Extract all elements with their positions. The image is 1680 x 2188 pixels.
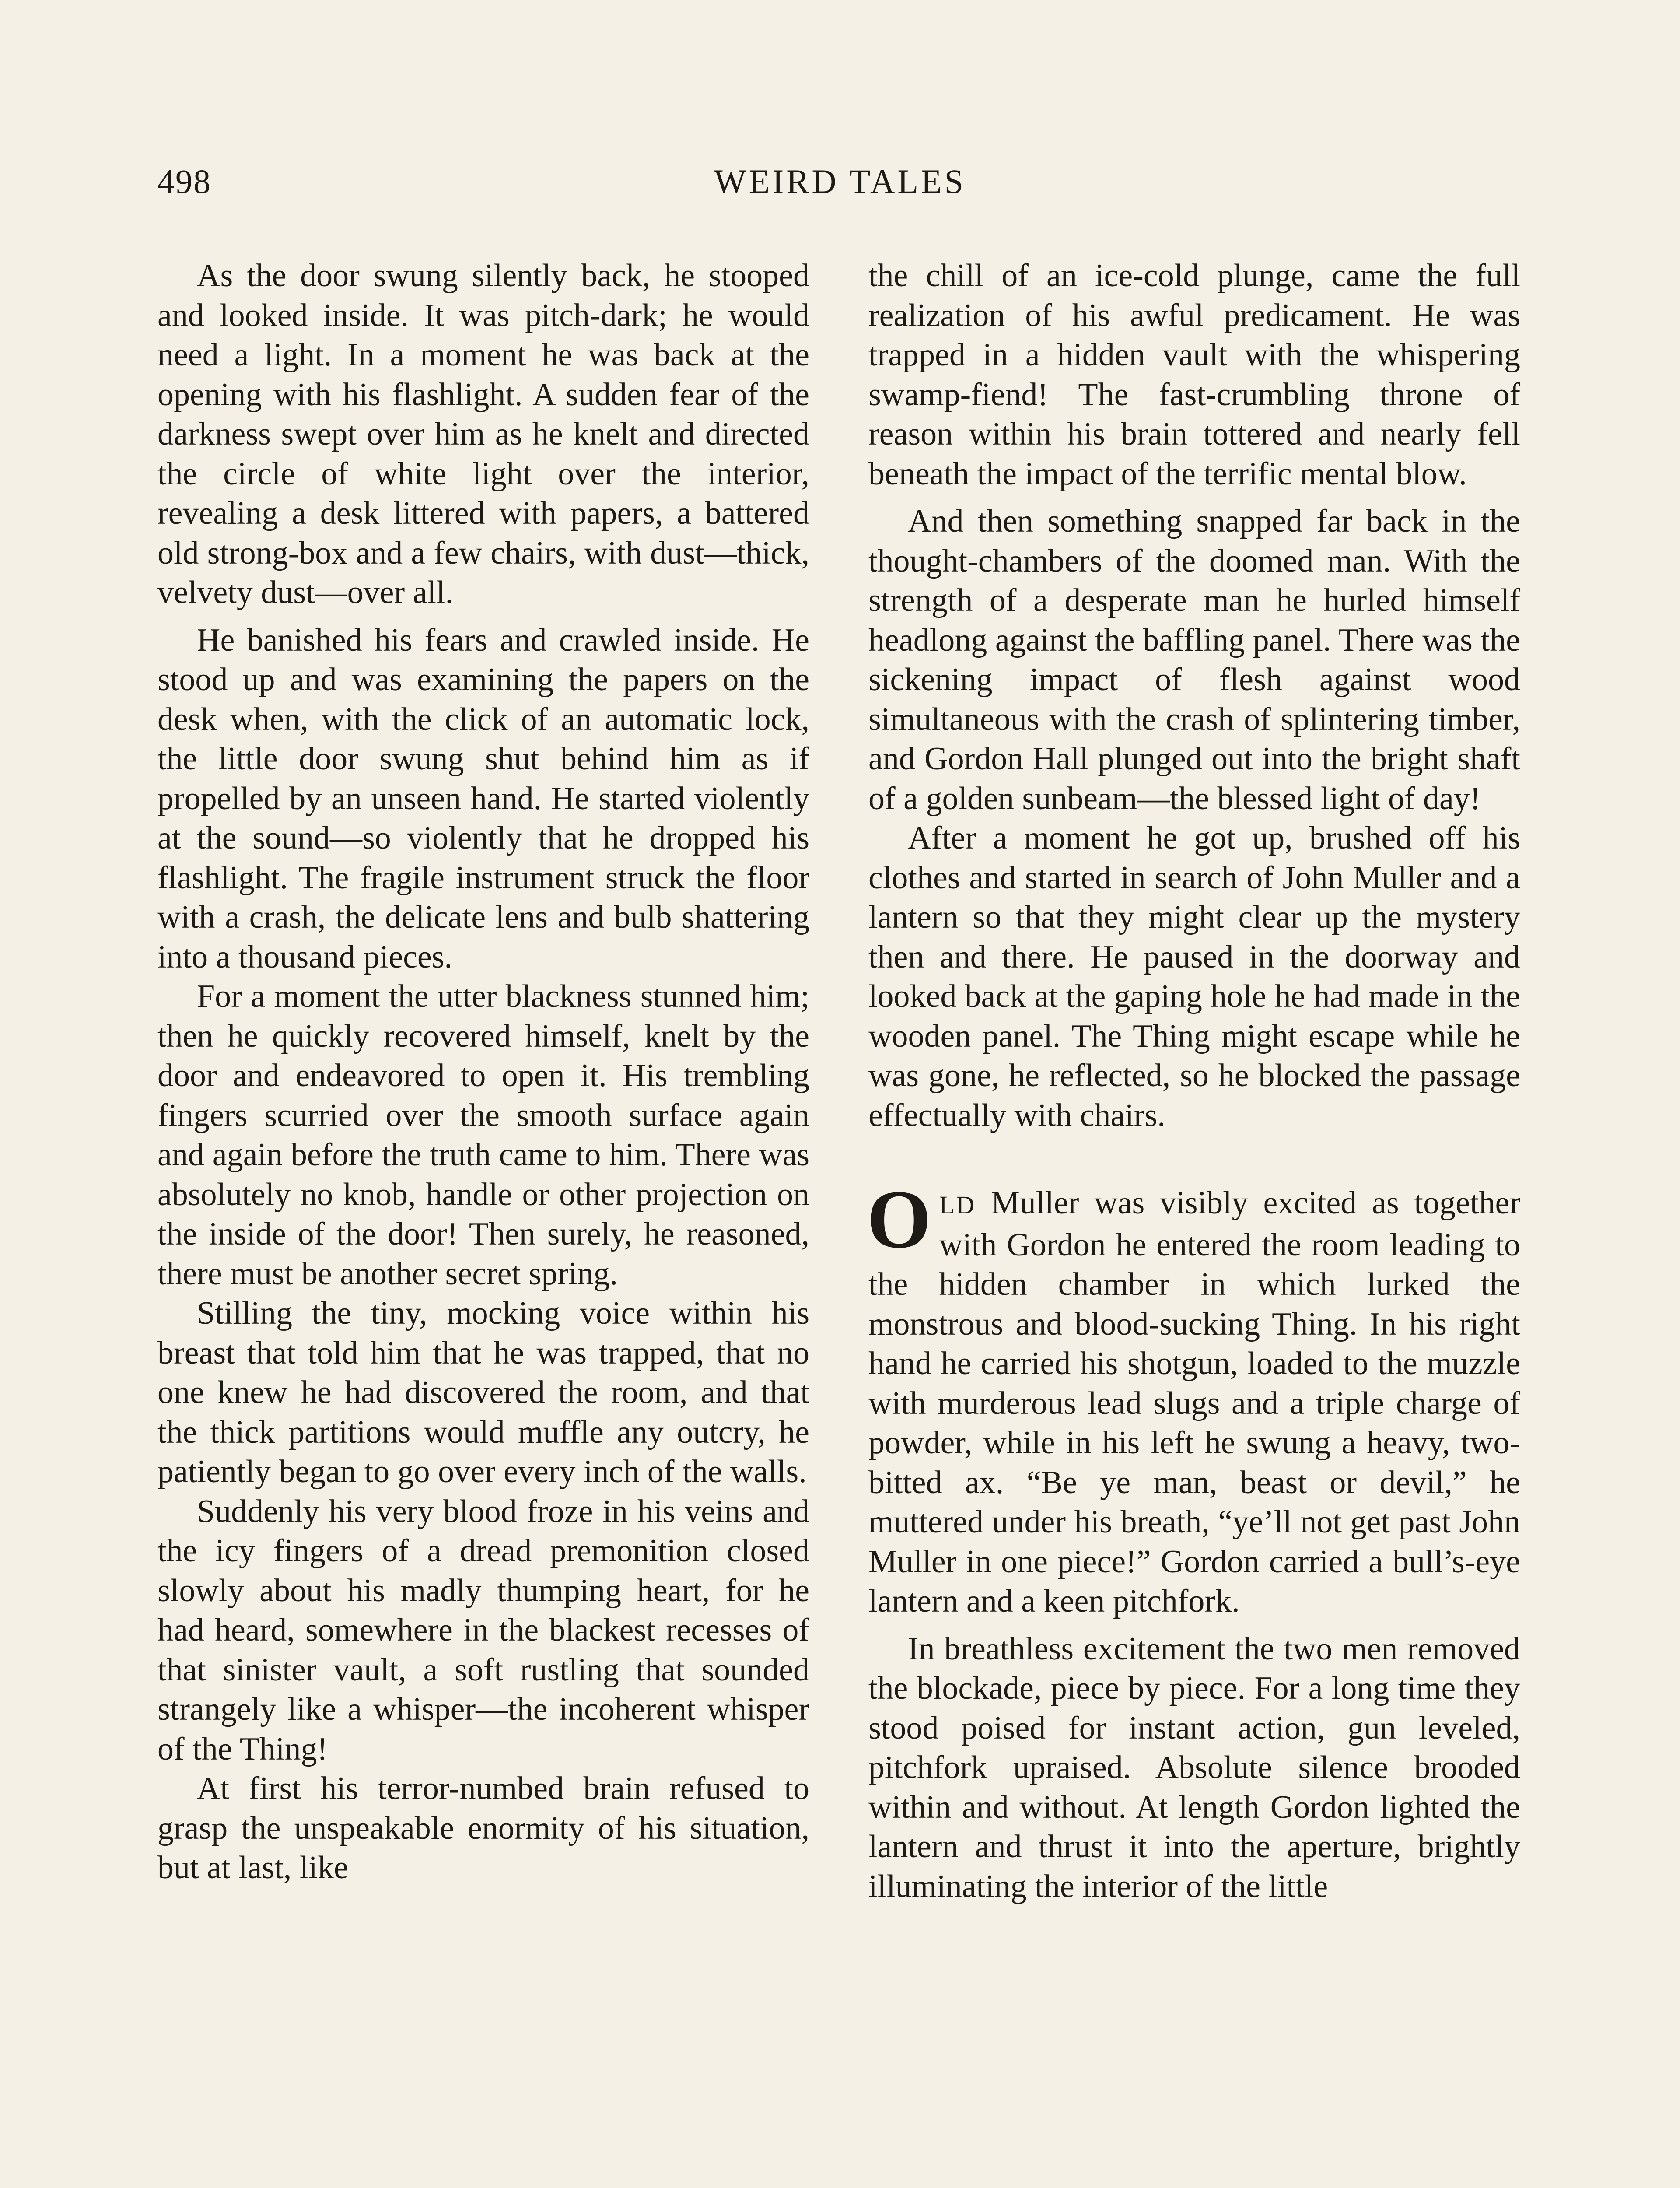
paragraph-text: Muller was visibly excited as together with Gordon he entered the room leading to the hidden chamber in which lurked the monstrous and blood-sucking Thing. In his right hand he carried his shotgun, loaded to the muzzle with murderous lead slugs and a triple charge of powder, while in his left he swung a heavy, two-bitted ax. “Be ye man, beast or devil,” he muttered under his breath, “ye’ll not get past John Muller in one piece!” Gordon carried a bull’s-eye lantern and a keen pitchfork. bbox=[868, 1185, 1520, 1619]
section-opening-paragraph bbox=[867, 1174, 1520, 1621]
paragraph: And then something snapped far back in the thought-chambers of the doomed man. With the strength of a desperate man he hurled himself headlong against the baffling panel. There was the sickening impact of flesh against wood simultaneous with the crash of splintering timber, and Gordon Hall plunged out into the bright shaft of a golden sunbeam—the blessed light of day! bbox=[868, 503, 1520, 817]
left-column bbox=[158, 256, 809, 1888]
paragraph: In breathless excitement the two men removed the blockade, piece by piece. For a long time they stood poised for instant action, gun leveled, pitchfork upraised. Absolute silence brooded within and without. At length Gordon lighted the lantern and thrust it into the aperture, brightly illuminating the interior of the little bbox=[868, 1630, 1520, 1904]
running-head: WEIRD TALES bbox=[714, 162, 966, 200]
paragraph: As the door swung silently back, he stooped and looked inside. It was pitch-dark; he would need a light. In a moment he was back at the opening with his flashlight. A sudden fear of the darkness swept over him as he knelt and directed the circle of white light over the interior, revealing a desk littered with papers, a battered old strong-box and a few chairs, with dust—thick, velvety dust—over all. bbox=[158, 258, 809, 610]
drop-cap: O bbox=[867, 1174, 931, 1266]
page-number: 498 bbox=[158, 162, 211, 200]
page-header bbox=[158, 162, 1522, 210]
paragraph: He banished his fears and crawled inside. He stood up and was examining the papers on the desk when, with the click of an automatic lock, the little door swung shut behind him as if propelled by an unseen hand. He started violently at the sound—so violently that he dropped his flashlight. The fragile instrument struck the floor with a crash, the delicate lens and bulb shattering into a thousand pieces. bbox=[158, 622, 809, 975]
paragraph: Stilling the tiny, mocking voice within his breast that told him that he was trapped, that no one knew he had discovered the room, and that the thick partitions would muffle any outcry, he patiently began to go over every inch of the walls. bbox=[158, 1295, 809, 1490]
paragraph: At first his terror-numbed brain refused to grasp the unspeakable enormity of his situation, but at last, like bbox=[158, 1771, 809, 1886]
drop-cap-lead: LD bbox=[939, 1191, 976, 1219]
paragraph: Suddenly his very blood froze in his veins and the icy fingers of a dread premonition closed slowly about his madly thumping heart, for he had heard, somewhere in the blackest recesses of that sinister vault, a soft rustling that sounded strangely like a whisper—the incoherent whisper of the Thing! bbox=[158, 1493, 809, 1767]
right-column bbox=[868, 256, 1520, 1906]
paragraph-continuation: the chill of an ice-cold plunge, came the full realization of his awful predicament. He was trapped in a hidden vault with the whispering swamp-fiend! The fast-crumbling throne of reason within his brain tottered and nearly fell beneath the impact of the terrific mental blow. bbox=[868, 258, 1520, 492]
paragraph: For a moment the utter blackness stunned him; then he quickly recovered himself, knelt by the door and endeavored to open it. His trembling fingers scurried over the smooth surface again and again before the truth came to him. There was absolutely no knob, handle or other projection on the inside of the door! Then surely, he reasoned, there must be another secret spring. bbox=[158, 978, 809, 1292]
paragraph: After a moment he got up, brushed off his clothes and started in search of John Muller and a lantern so that they might clear up the mystery then and there. He paused in the doorway and looked back at the gaping hole he had made in the wooden panel. The Thing might escape while he was gone, he reflected, so he blocked the passage effectually with chairs. bbox=[868, 820, 1520, 1133]
